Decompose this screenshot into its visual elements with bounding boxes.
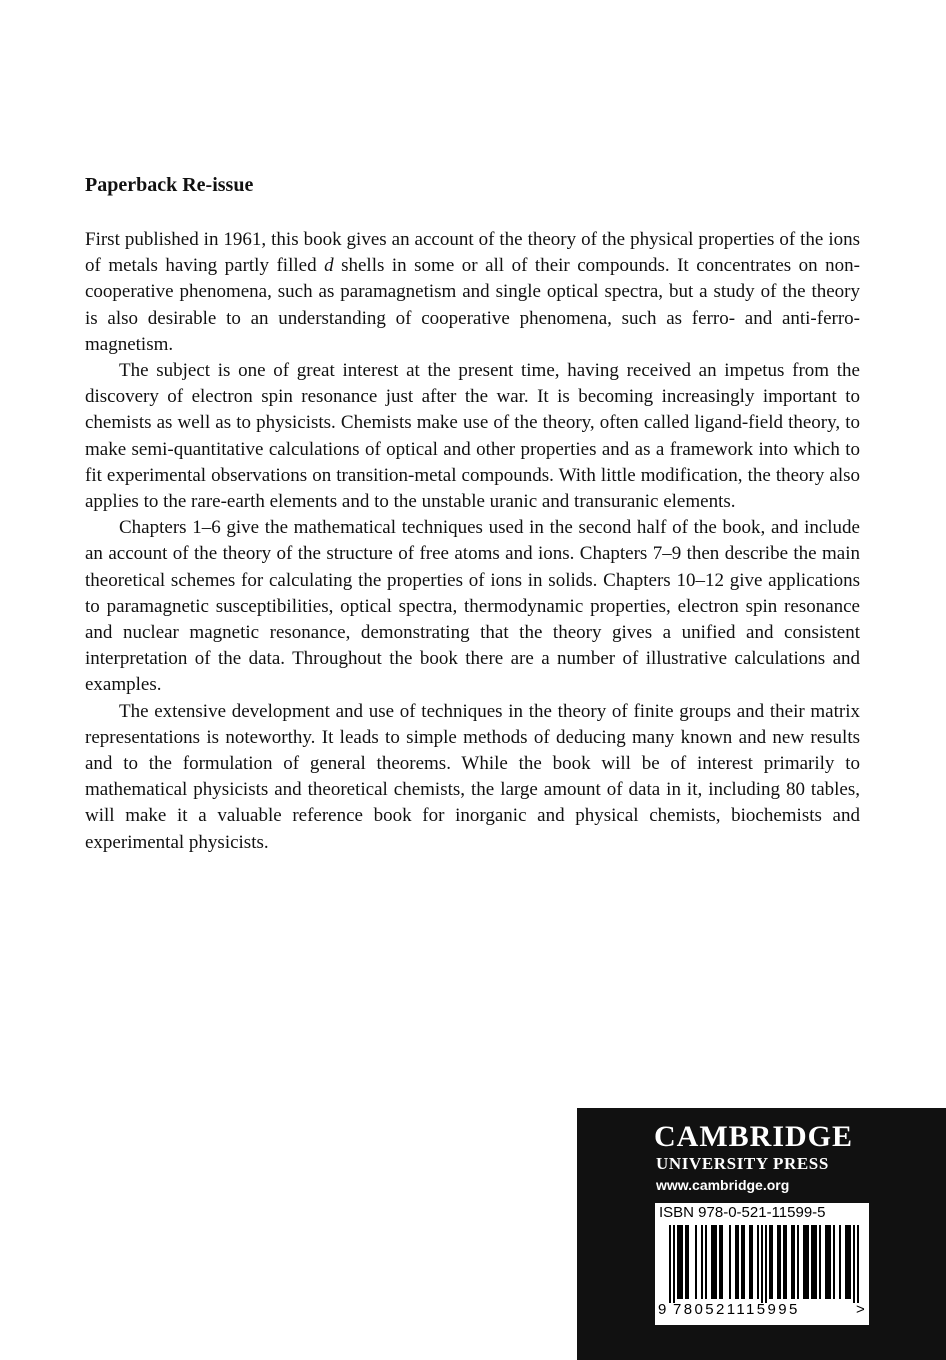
barcode-bar <box>825 1225 827 1299</box>
barcode-bar <box>819 1225 821 1299</box>
barcode-bar <box>785 1225 787 1299</box>
barcode-bar <box>849 1225 851 1299</box>
barcode-bar <box>695 1225 697 1299</box>
barcode-bar <box>743 1225 745 1299</box>
barcode-bar <box>711 1225 713 1299</box>
barcode-bar <box>803 1225 805 1299</box>
barcode-bar <box>815 1225 817 1299</box>
isbn-label: ISBN 978-0-521-11599-5 <box>659 1204 826 1221</box>
barcode-panel <box>655 1203 869 1325</box>
paragraph-1-part-b: shells in some or all of their compounds. It concentrates on non-cooperative phenomena, such as paramagnetism and single optical spectra, but a study of the theory is also desirable to an understanding of cooperative phenomena, such as ferro- and anti-ferro-magnetism. <box>85 255 860 355</box>
paragraph-2: The subject is one of great interest at the present time, having received an impetus from the discovery of electron spin resonance just after the war. It is becoming increasingly important to chemists as well as to physicists. Chemists make use of the theory, often called ligand-field theory, to make semi-quantitative calculations of optical and other properties and as a framework into which to fit experimental observations on transition-metal compounds. With little modification, the theory also applies to the rare-earth elements and to the unstable uranic and transuranic elements. <box>85 360 860 513</box>
paragraph-1-italic-d: d <box>324 255 334 277</box>
barcode-bar <box>791 1225 793 1299</box>
barcode-bar <box>827 1225 829 1299</box>
barcode-end-mark: > <box>856 1301 865 1318</box>
barcode-bar <box>729 1225 731 1299</box>
barcode-bar <box>769 1225 771 1299</box>
barcode-bar <box>805 1225 807 1299</box>
barcode-bar <box>705 1225 707 1299</box>
barcode-bar <box>797 1225 799 1299</box>
publisher-logo-subtitle: UNIVERSITY PRESS <box>656 1154 829 1173</box>
barcode-bar <box>813 1225 815 1299</box>
barcode-bar <box>741 1225 743 1299</box>
barcode-bar <box>673 1225 675 1303</box>
barcode-bar <box>807 1225 809 1299</box>
barcode-bar <box>737 1225 739 1299</box>
publisher-logo-name: CAMBRIDGE <box>654 1120 854 1153</box>
barcode-icon <box>655 1225 869 1303</box>
publisher-website: www.cambridge.org <box>656 1177 790 1193</box>
barcode-bar <box>735 1225 737 1299</box>
barcode-bar <box>765 1225 767 1303</box>
barcode-bar <box>687 1225 689 1299</box>
description-body <box>85 227 860 856</box>
barcode-bar <box>833 1225 835 1299</box>
barcode-bar <box>715 1225 717 1299</box>
barcode-bar <box>679 1225 681 1299</box>
barcode-bar <box>793 1225 795 1299</box>
barcode-bar <box>829 1225 831 1299</box>
barcode-bar <box>783 1225 785 1299</box>
barcode-bar <box>761 1225 763 1303</box>
barcode-bar <box>713 1225 715 1299</box>
barcode-bar <box>853 1225 855 1303</box>
barcode-bar <box>751 1225 753 1299</box>
barcode-bar <box>845 1225 847 1299</box>
paragraph-1-part-a: First published in 1961, this book gives an account of the theory of the physical properties of the ions of metals having partly filled <box>85 229 860 277</box>
barcode-bar <box>847 1225 849 1299</box>
barcode-digits: 780521115995 <box>673 1301 800 1318</box>
barcode-bar <box>839 1225 841 1299</box>
barcode-bar <box>681 1225 683 1299</box>
paragraph-1 <box>85 227 860 358</box>
barcode-bar <box>749 1225 751 1299</box>
publisher-block <box>577 1108 946 1360</box>
barcode-bar <box>669 1225 671 1303</box>
barcode-bar <box>721 1225 723 1299</box>
barcode-bar <box>779 1225 781 1299</box>
page-heading: Paperback Re-issue <box>85 174 254 196</box>
barcode-bar <box>677 1225 679 1299</box>
barcode-bar <box>719 1225 721 1299</box>
paragraph-3: Chapters 1–6 give the mathematical techniques used in the second half of the book, and include an account of the theory of the structure of free atoms and ions. Chapters 7–9 then describe the main theoretical schemes for calculating the properties of ions in solids. Chapters 10–12 give applications to paramagnetic susceptibilities, optical spectra, thermodynamic properties, electron spin resonance and nuclear magnetic resonance, demonstrating that the theory gives a unified and consistent interpretation of the data. Throughout the book there are a number of illustrative calculations and examples. <box>85 517 860 696</box>
barcode-bar <box>857 1225 859 1303</box>
barcode-bar <box>701 1225 703 1299</box>
barcode-bar <box>811 1225 813 1299</box>
barcode-bar <box>685 1225 687 1299</box>
barcode-bar <box>771 1225 773 1299</box>
barcode-bar <box>757 1225 759 1299</box>
barcode-first-digit: 9 <box>658 1301 667 1318</box>
paragraph-4: The extensive development and use of techniques in the theory of finite groups and their matrix representations is noteworthy. It leads to simple methods of deducing many known and new results and to the formulation of general theorems. While the book will be of interest primarily to mathematical physicists and theoretical chemists, the large amount of data in it, including 80 tables, will make it a valuable reference book for inorganic and physical chemists, biochemists and experimental physicists. <box>85 700 860 853</box>
barcode-bar <box>777 1225 779 1299</box>
